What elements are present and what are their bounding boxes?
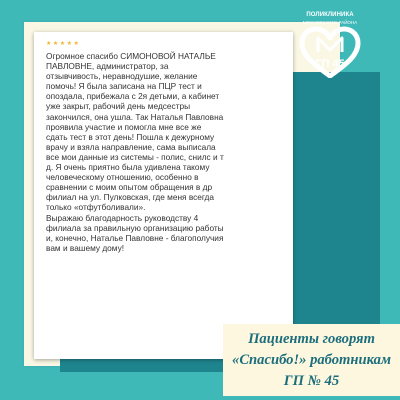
logo-emblem-text: ГП 45 (315, 58, 345, 70)
caption-line-3: ГП № 45 (283, 373, 340, 389)
heart-emblem-icon (298, 26, 362, 78)
caption-box (223, 324, 400, 396)
review-card (34, 32, 293, 359)
logo-title: ПОЛИКЛИНИКА (306, 12, 354, 18)
rating-stars: ★★★★★ (46, 40, 81, 47)
caption-line-2: «Спасибо!» работникам (232, 352, 391, 368)
review-text: Огромное спасибо СИМОНОВОЙ НАТАЛЬЕ ПАВЛОВНЕ, администратор, за отзывчивость, неравнодушие, желание помочь! Я была записана на ПЦР тест и опоздала, прибежала с 2я детьми, а кабинет уже закрыт, рабочий день медсестры закончился, она ушла. Так Наталья Павловна проявила участие и помогла мне все же сдать тест в этот день! Пошла к дежурному врачу и взяла направление, сама выписала все мои данные из системы - полис, снилс и т д. Я очень приятно была удивлена такому человеческому отношению, особенно в сравнении с моим опытом обращения в др филиал на ул. Пулковская, где меня всегда только «отфутболивали». Выражаю благодарность руководству 4 филиала за правильную организацию работы и, конечно, Наталье Павловне - благополучия вам и вашему дому! (46, 51, 224, 253)
logo-subtitle: МОСКОВСКОГО РАЙОНА (302, 20, 358, 25)
caption-line-1: Пациенты говорят (248, 331, 375, 347)
clinic-logo (286, 8, 374, 78)
